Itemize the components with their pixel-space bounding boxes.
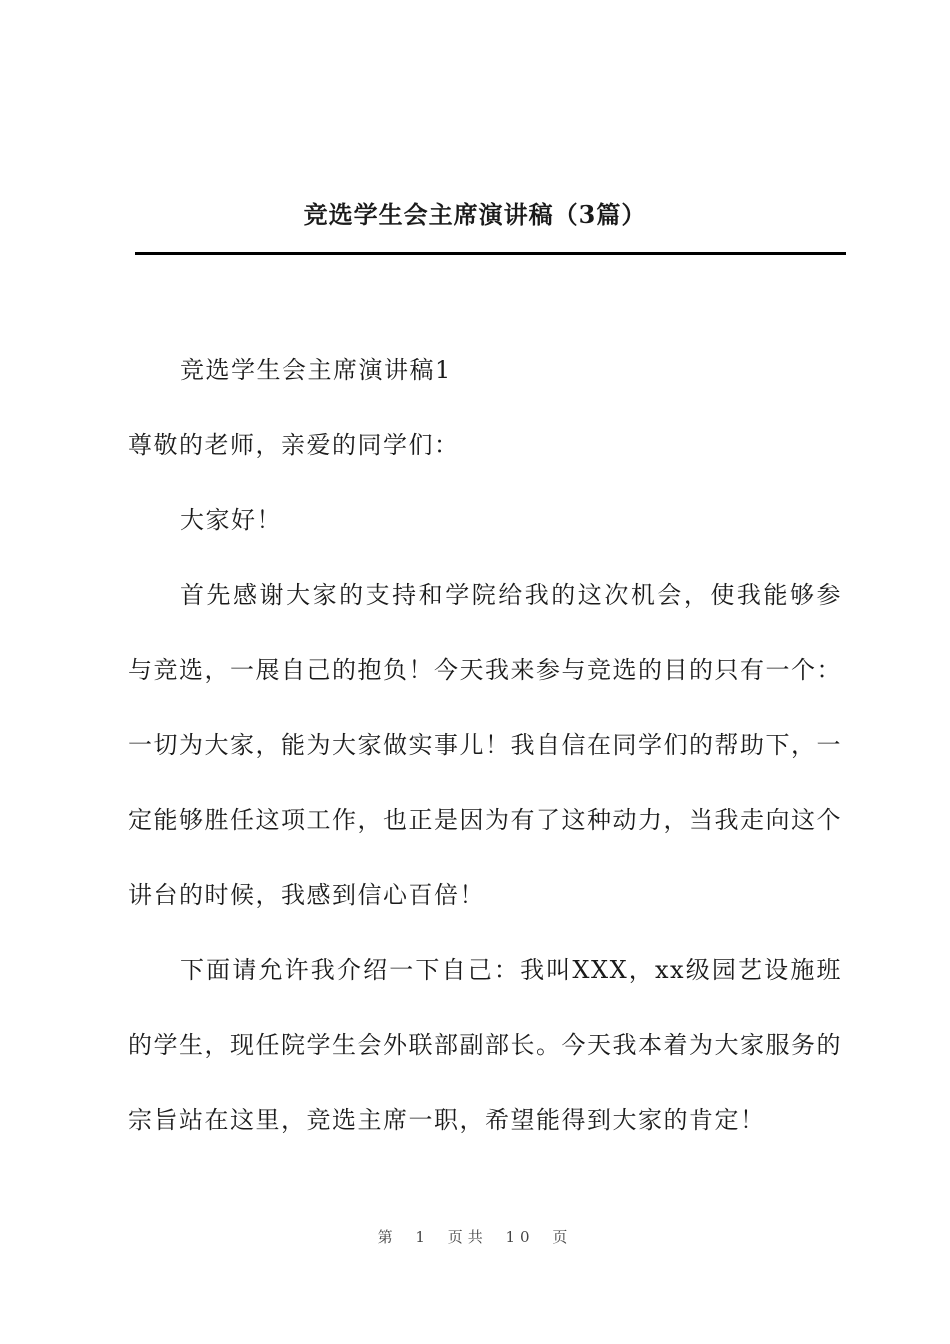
body-paragraph: 下面请允许我介绍一下自己：我叫XXX，xx级园艺设施班的学生，现任院学生会外联部副部长。今天我本着为大家服务的宗旨站在这里，竞选主席一职，希望能得到大家的肯定！ xyxy=(128,956,842,1134)
body-paragraph: 首先感谢大家的支持和学院给我的这次机会，使我能够参与竞选，一展自己的抱负！今天我来参与竞选的目的只有一个：一切为大家，能为大家做实事儿！我自信在同学们的帮助下，一定能够胜任这项工作，也正是因为有了这种动力，当我走向这个讲台的时候，我感到信心百倍！ xyxy=(128,581,842,909)
title-divider xyxy=(135,252,846,255)
page-number-footer: 第 1 页共 10 页 xyxy=(377,1228,573,1246)
document-title: 竞选学生会主席演讲稿（3篇） xyxy=(303,200,647,229)
salutation: 尊敬的老师，亲爱的同学们： xyxy=(128,431,460,459)
greeting: 大家好！ xyxy=(180,506,282,534)
section-heading: 竞选学生会主席演讲稿1 xyxy=(180,356,452,384)
